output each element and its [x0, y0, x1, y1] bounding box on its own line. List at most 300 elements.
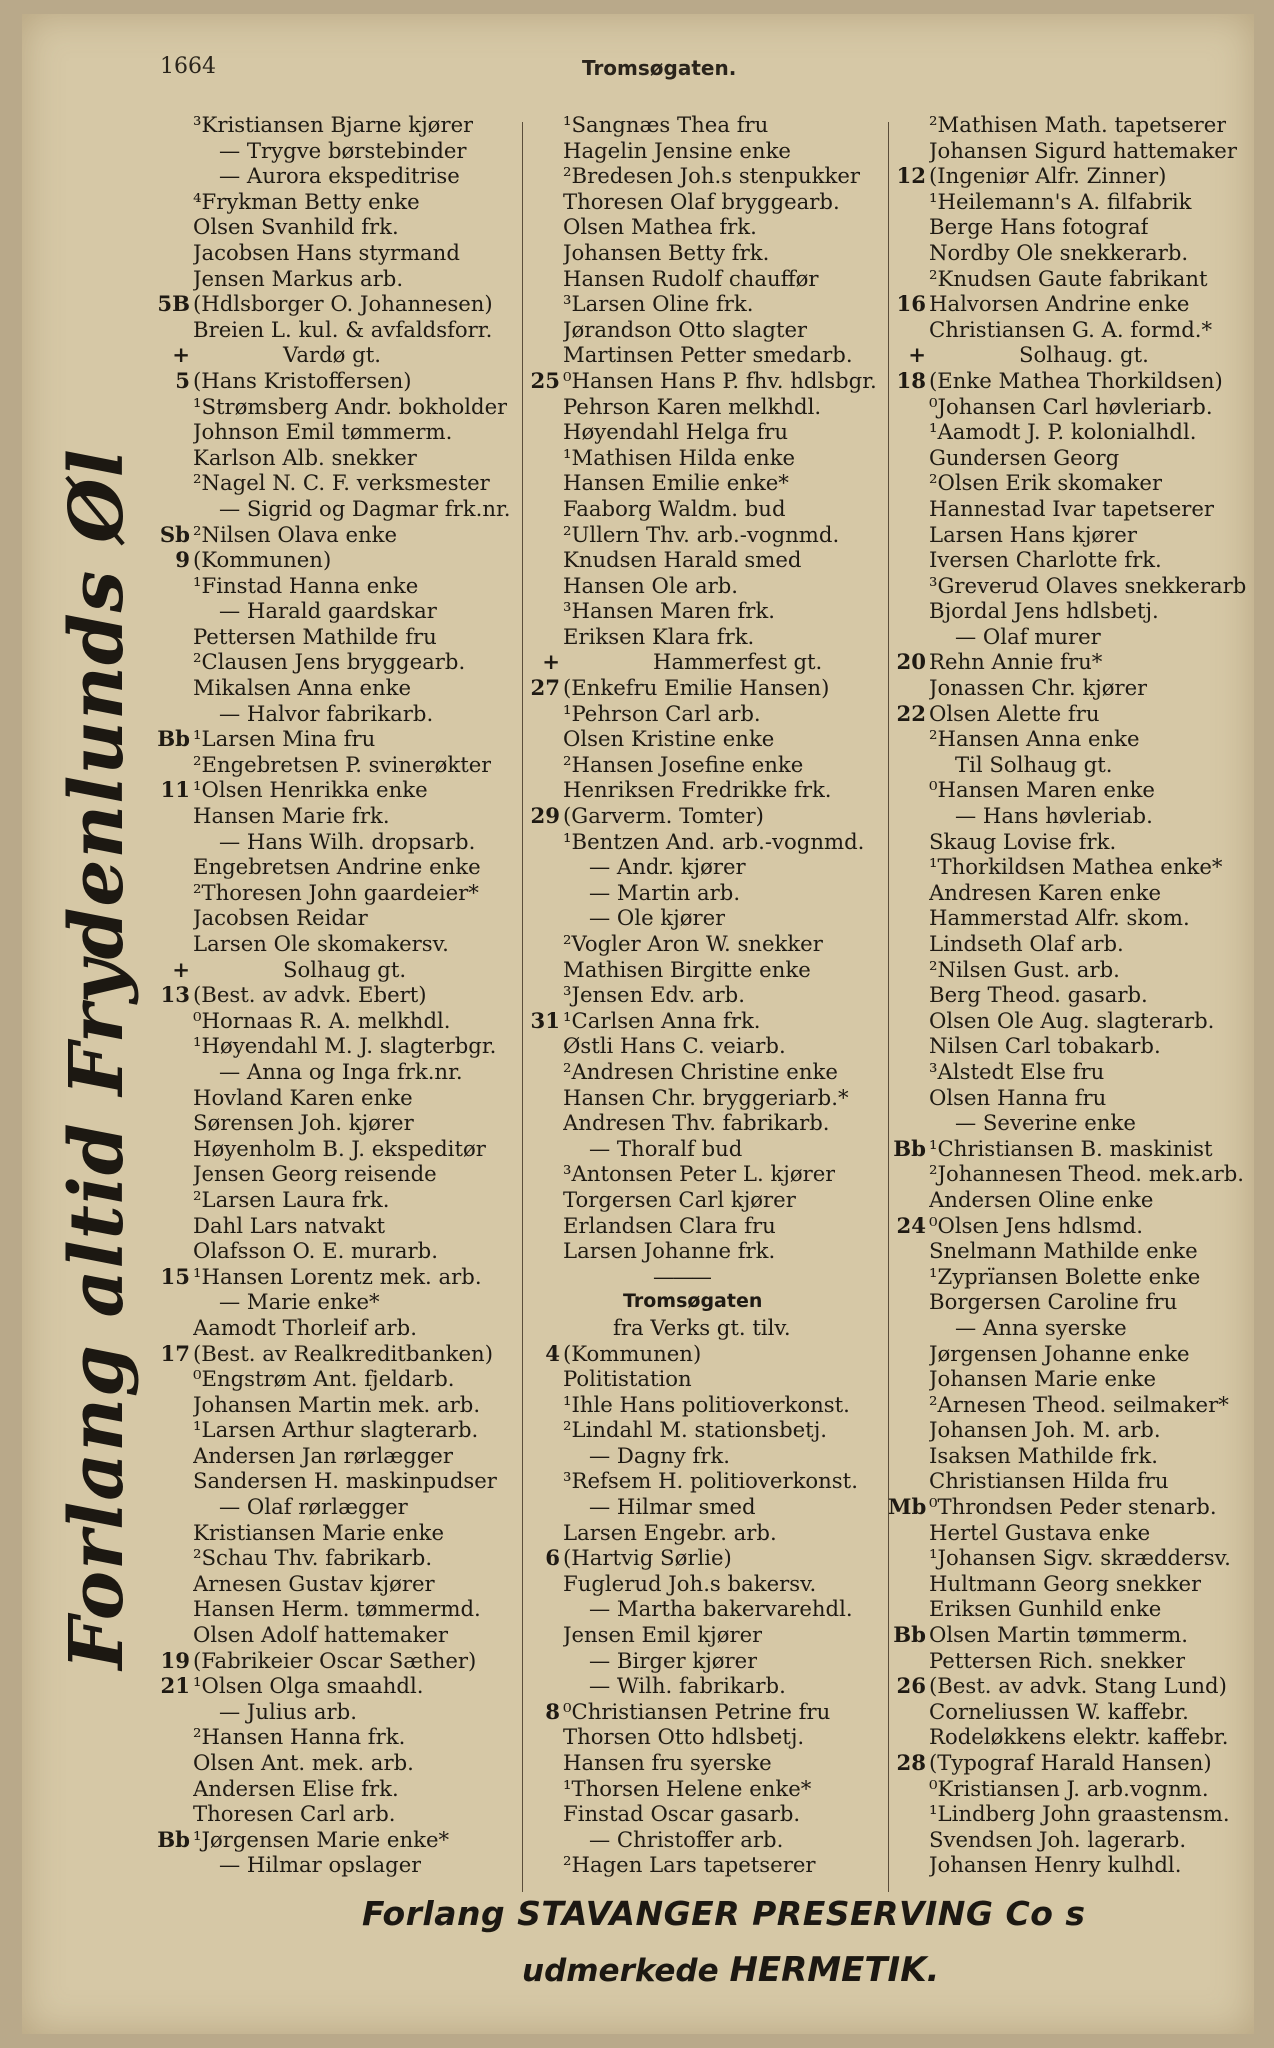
house-number — [522, 726, 563, 752]
house-number — [522, 1443, 563, 1469]
directory-entry — [522, 1571, 888, 1597]
directory-entry — [888, 1545, 1250, 1571]
directory-entry — [888, 112, 1250, 138]
directory-entry — [888, 470, 1250, 496]
house-number — [152, 931, 193, 957]
directory-entry — [152, 522, 542, 548]
entry-text: Arnesen Gustav kjører — [193, 1570, 435, 1596]
directory-entry — [152, 1161, 542, 1187]
directory-entry — [522, 394, 888, 420]
entry-text: ³Antonsen Peter L. kjører — [563, 1161, 836, 1187]
entry-text: ³Alstedt Else fru — [929, 1058, 1105, 1084]
directory-entry — [888, 163, 1250, 189]
house-number — [888, 419, 929, 445]
footer-ad-prefix: udmerkede — [522, 1953, 719, 1989]
entry-text: — Birger kjører — [589, 1647, 758, 1673]
house-number: + — [542, 649, 560, 675]
house-number — [152, 138, 193, 164]
entry-text: Halvorsen Andrine enke — [929, 291, 1190, 317]
directory-entry — [152, 163, 542, 189]
house-number — [152, 1750, 193, 1776]
house-number: 20 — [896, 649, 926, 675]
directory-entry — [522, 1085, 888, 1111]
entry-text: Erlandsen Clara fru — [563, 1212, 776, 1238]
directory-entry — [888, 445, 1250, 471]
directory-entry — [888, 1085, 1250, 1111]
entry-text: — Wilh. fabrikarb. — [589, 1673, 786, 1699]
directory-entry — [888, 1494, 1250, 1520]
entry-text: Olsen Ole Aug. slagterarb. — [929, 1007, 1215, 1033]
directory-entry — [888, 752, 1250, 778]
entry-text: Olsen Ant. mek. arb. — [193, 1750, 414, 1775]
house-number — [888, 573, 929, 599]
directory-entry — [522, 1750, 888, 1776]
house-number: Bb — [157, 726, 190, 752]
entry-text: Skaug Lovise frk. — [929, 828, 1117, 854]
entry-text: ²Bredesen Joh.s stenpukker — [563, 163, 860, 189]
directory-entry — [522, 1315, 888, 1341]
directory-entry — [522, 1136, 888, 1162]
directory-entry — [888, 573, 1250, 599]
entry-text: Johansen Henry kulhdl. — [929, 1852, 1182, 1878]
house-number — [152, 1417, 193, 1443]
house-number — [522, 1417, 563, 1443]
directory-entry — [888, 496, 1250, 522]
entry-text: Nilsen Carl tobakarb. — [929, 1033, 1161, 1059]
house-number — [522, 1468, 563, 1494]
entry-text: — Hans Wilh. dropsarb. — [219, 828, 476, 854]
directory-entry — [522, 1443, 888, 1469]
directory-entry — [522, 240, 888, 266]
directory-entry — [888, 1699, 1250, 1725]
entry-text: Hansen Rudolf chauffør — [563, 265, 819, 291]
directory-entry — [888, 547, 1250, 573]
entry-text: (Ingeniør Alfr. Zinner) — [929, 163, 1167, 189]
directory-entry — [522, 777, 888, 803]
directory-entry — [522, 1596, 888, 1622]
directory-entry — [888, 598, 1250, 624]
directory-entry — [522, 1494, 888, 1520]
house-number — [888, 1238, 929, 1264]
street-crossing — [522, 649, 888, 675]
entry-text: ¹Christiansen B. maskinist — [929, 1135, 1213, 1161]
directory-entry — [888, 1750, 1250, 1776]
entry-text: Hammerfest gt. — [653, 649, 823, 675]
entry-text: ⁰Hansen Maren enke — [929, 777, 1155, 803]
entry-text: Hammerstad Alfr. skom. — [929, 905, 1190, 931]
entry-text: — Olaf rørlægger — [219, 1494, 408, 1520]
house-number — [152, 649, 193, 675]
directory-entry — [152, 1724, 542, 1750]
entry-text: ¹Heilemann's A. filfabrik — [929, 188, 1192, 214]
house-number — [522, 522, 563, 548]
directory-entry — [888, 1673, 1250, 1699]
directory-entry — [888, 1596, 1250, 1622]
entry-text: Olsen Alette fru — [929, 700, 1100, 726]
directory-entry — [152, 1520, 542, 1546]
entry-text: ²Hansen Hanna frk. — [193, 1724, 406, 1750]
house-number — [888, 266, 929, 292]
directory-entry — [888, 317, 1250, 343]
directory-entry — [522, 573, 888, 599]
entry-text: — Martha bakervarehdl. — [589, 1596, 853, 1622]
directory-entry — [522, 1110, 888, 1136]
directory-entry — [888, 1289, 1250, 1315]
directory-entry — [888, 649, 1250, 675]
directory-entry — [522, 291, 888, 317]
directory-entry — [888, 419, 1250, 445]
directory-entry — [522, 1545, 888, 1571]
house-number — [152, 163, 193, 189]
house-number: 13 — [160, 982, 190, 1008]
directory-entry — [522, 752, 888, 778]
entry-text: ²Johannesen Theod. mek.arb. — [929, 1161, 1245, 1187]
entry-text: ²Arnesen Theod. seilmaker* — [929, 1391, 1229, 1417]
entry-text: ¹Larsen Mina fru — [193, 726, 376, 752]
directory-entry — [888, 1648, 1250, 1674]
entry-text: Faaborg Waldm. bud — [563, 495, 786, 521]
house-number — [888, 1443, 929, 1469]
directory-entry — [888, 854, 1250, 880]
house-number: Sb — [159, 521, 190, 547]
house-number — [522, 598, 563, 624]
directory-entry — [888, 726, 1250, 752]
street-crossing — [152, 342, 542, 368]
directory-entry — [152, 1852, 542, 1878]
directory-entry — [152, 777, 542, 803]
house-number — [888, 1724, 929, 1750]
house-number — [888, 1161, 929, 1187]
house-number: 22 — [896, 700, 926, 726]
directory-entry — [888, 138, 1250, 164]
entry-text: Iversen Charlotte frk. — [929, 547, 1162, 573]
directory-entry — [152, 112, 542, 138]
entry-text: Høyenholm B. J. ekspeditør — [193, 1135, 486, 1161]
entry-text: — Ole kjører — [589, 905, 726, 931]
house-number — [888, 522, 929, 548]
entry-text: ³Larsen Oline frk. — [563, 291, 754, 317]
house-number — [888, 496, 929, 522]
entry-text: Larsen Ole skomakersv. — [193, 931, 449, 956]
directory-entry — [522, 1366, 888, 1392]
entry-text: ²Thoresen John gaardeier* — [193, 879, 479, 905]
entry-text: ¹Olsen Olga smaahdl. — [193, 1673, 424, 1699]
directory-entry — [152, 470, 542, 496]
directory-entry — [888, 957, 1250, 983]
directory-entry — [152, 496, 542, 522]
directory-entry — [522, 138, 888, 164]
directory-entry — [888, 1341, 1250, 1367]
house-number: 27 — [530, 675, 560, 701]
directory-entry — [152, 1238, 542, 1264]
directory-entry — [152, 266, 542, 292]
entry-text: Pettersen Mathilde fru — [193, 623, 437, 649]
house-number — [152, 419, 193, 445]
house-number — [522, 880, 563, 906]
house-number — [152, 470, 193, 496]
directory-entry — [152, 214, 542, 240]
house-number — [522, 240, 563, 266]
directory-entry — [152, 752, 542, 778]
directory-entry — [888, 1852, 1250, 1878]
directory-entry — [152, 1596, 542, 1622]
house-number — [152, 1187, 193, 1213]
entry-text: Mathisen Birgitte enke — [563, 956, 811, 982]
directory-entry — [888, 1161, 1250, 1187]
directory-column-2 — [522, 112, 888, 1878]
directory-entry — [522, 675, 888, 701]
entry-text: — Harald gaardskar — [219, 598, 437, 624]
house-number — [152, 675, 193, 701]
directory-page — [22, 14, 1254, 2034]
house-number — [152, 266, 193, 292]
entry-text: ¹Carlsen Anna frk. — [563, 1007, 761, 1033]
directory-entry — [888, 1264, 1250, 1290]
entry-text: ⁰Christiansen Petrine fru — [563, 1698, 831, 1724]
directory-entry — [152, 1699, 542, 1725]
directory-entry — [152, 649, 542, 675]
house-number — [522, 1136, 563, 1162]
directory-entry — [522, 1622, 888, 1648]
entry-text: ¹Hansen Lorentz mek. arb. — [193, 1263, 482, 1289]
house-number: 9 — [175, 547, 190, 573]
house-number — [888, 138, 929, 164]
entry-text: ——— — [653, 1263, 711, 1289]
house-number: 6 — [545, 1545, 560, 1571]
entry-text: ²Lindahl M. stationsbetj. — [563, 1417, 828, 1443]
entry-text: — Hilmar smed — [589, 1494, 756, 1520]
directory-entry — [888, 905, 1250, 931]
house-number — [888, 1289, 929, 1315]
house-number — [888, 1059, 929, 1085]
directory-entry — [522, 470, 888, 496]
directory-entry — [152, 829, 542, 855]
house-number — [522, 1289, 563, 1315]
house-number — [888, 1417, 929, 1443]
entry-text: — Martin arb. — [589, 879, 741, 905]
house-number — [522, 1213, 563, 1239]
entry-text: Henriksen Fredrikke frk. — [563, 777, 832, 803]
entry-text: Hansen Marie frk. — [193, 803, 390, 829]
house-number — [888, 1315, 929, 1341]
entry-text: Borgersen Caroline fru — [929, 1289, 1178, 1315]
directory-entry — [152, 1622, 542, 1648]
house-number — [152, 1622, 193, 1648]
directory-entry — [888, 803, 1250, 829]
directory-entry — [888, 214, 1250, 240]
house-number — [522, 419, 563, 445]
house-number — [888, 1545, 929, 1571]
house-number: 4 — [545, 1340, 560, 1366]
house-number: 19 — [160, 1647, 190, 1673]
house-number — [152, 1776, 193, 1802]
directory-entry — [888, 1187, 1250, 1213]
house-number — [522, 1392, 563, 1418]
house-number — [152, 1366, 193, 1392]
directory-entry — [152, 1417, 542, 1443]
house-number — [522, 1776, 563, 1802]
entry-text: — Andr. kjører — [589, 854, 746, 880]
house-number — [888, 1596, 929, 1622]
house-number — [888, 1520, 929, 1546]
entry-text: Knudsen Harald smed — [563, 547, 802, 573]
directory-entry — [888, 1776, 1250, 1802]
directory-entry — [152, 1673, 542, 1699]
house-number — [522, 1571, 563, 1597]
entry-text: Tromsøgaten — [623, 1290, 763, 1313]
house-number — [152, 1596, 193, 1622]
directory-entry — [152, 1136, 542, 1162]
entry-text: Johansen Marie enke — [929, 1366, 1157, 1392]
directory-entry — [522, 931, 888, 957]
directory-entry — [152, 1059, 542, 1085]
house-number — [152, 1289, 193, 1315]
entry-text: Olsen Svanhild frk. — [193, 214, 399, 240]
entry-text: Johansen Joh. M. arb. — [929, 1417, 1161, 1443]
directory-entry — [888, 368, 1250, 394]
directory-entry — [152, 1264, 542, 1290]
entry-text: — Halvor fabrikarb. — [219, 700, 434, 726]
house-number — [522, 1852, 563, 1878]
entry-text: (Hans Kristoffersen) — [193, 367, 412, 393]
entry-text: Hansen Chr. bryggeriarb.* — [563, 1084, 849, 1110]
entry-text: — Severine enke — [955, 1110, 1136, 1136]
entry-text: ¹Mathisen Hilda enke — [563, 444, 796, 470]
entry-text: ²Vogler Aron W. snekker — [563, 931, 823, 956]
directory-entry — [152, 1545, 542, 1571]
house-number — [888, 726, 929, 752]
entry-text: ⁰Throndsen Peder stenarb. — [929, 1494, 1217, 1520]
entry-text: Larsen Hans kjører — [929, 521, 1137, 547]
house-number — [522, 291, 563, 317]
directory-entry — [522, 112, 888, 138]
entry-text: Hultmann Georg snekker — [929, 1570, 1202, 1596]
entry-text: Sørensen Joh. kjører — [193, 1110, 414, 1136]
house-number — [888, 957, 929, 983]
house-number — [152, 854, 193, 880]
entry-text: (Hdlsborger O. Johannesen) — [193, 291, 493, 317]
directory-entry — [152, 1468, 542, 1494]
directory-entry — [522, 1161, 888, 1187]
entry-text: (Kommunen) — [563, 1340, 702, 1366]
directory-entry — [888, 931, 1250, 957]
entry-text: Johansen Martin mek. arb. — [193, 1391, 481, 1417]
entry-text: — Dagny frk. — [589, 1442, 730, 1468]
directory-entry — [522, 803, 888, 829]
directory-entry — [152, 291, 542, 317]
directory-entry — [522, 445, 888, 471]
house-number: 29 — [530, 803, 560, 829]
entry-text: Bjordal Jens hdlsbetj. — [929, 598, 1159, 624]
directory-entry — [522, 829, 888, 855]
directory-entry — [152, 1750, 542, 1776]
directory-entry — [522, 982, 888, 1008]
directory-entry — [522, 1392, 888, 1418]
house-number: Bb — [893, 1622, 926, 1648]
house-number — [522, 1622, 563, 1648]
house-number: 15 — [160, 1263, 190, 1289]
entry-text: ⁰Kristiansen J. arb.vognm. — [929, 1775, 1209, 1801]
directory-entry — [522, 905, 888, 931]
entry-text: ¹Thorkildsen Mathea enke* — [929, 854, 1223, 880]
directory-entry — [152, 931, 542, 957]
directory-entry — [152, 1341, 542, 1367]
directory-entry — [522, 1008, 888, 1034]
entry-text: Christiansen Hilda fru — [929, 1468, 1169, 1494]
directory-entry — [522, 1648, 888, 1674]
house-number — [522, 1264, 563, 1290]
running-title: Tromsøgaten. — [582, 56, 737, 80]
entry-text: Isaksen Mathilde frk. — [929, 1442, 1158, 1468]
house-number — [888, 1110, 929, 1136]
entry-text: ¹Thorsen Helene enke* — [563, 1775, 812, 1801]
directory-entry — [888, 189, 1250, 215]
directory-entry — [522, 1520, 888, 1546]
entry-text: Corneliussen W. kaffebr. — [929, 1698, 1189, 1724]
entry-text: ²Ullern Thv. arb.-vognmd. — [563, 521, 840, 547]
directory-entry — [152, 394, 542, 420]
house-number — [152, 1545, 193, 1571]
footer-ad-line-1: Forlang STAVANGER PRESERVING Co s — [362, 1894, 1086, 1933]
house-number — [888, 829, 929, 855]
directory-entry — [152, 598, 542, 624]
directory-entry — [152, 1187, 542, 1213]
entry-text: Olsen Hanna fru — [929, 1084, 1107, 1110]
directory-entry — [522, 1238, 888, 1264]
house-number — [522, 1110, 563, 1136]
house-number — [522, 982, 563, 1008]
directory-entry — [522, 1852, 888, 1878]
house-number — [152, 1724, 193, 1750]
directory-entry — [152, 1571, 542, 1597]
entry-text: Hansen Emilie enke* — [563, 470, 789, 496]
house-number: 21 — [160, 1673, 190, 1699]
directory-entry — [152, 701, 542, 727]
entry-text: ²Mathisen Math. tapetserer — [929, 112, 1227, 137]
house-number — [152, 112, 193, 138]
directory-entry — [522, 1776, 888, 1802]
directory-entry — [152, 1494, 542, 1520]
entry-text: Svendsen Joh. lagerarb. — [929, 1826, 1187, 1852]
directory-entry — [522, 266, 888, 292]
directory-entry — [152, 547, 542, 573]
house-number: 31 — [530, 1007, 560, 1033]
entry-text: Jonassen Chr. kjører — [929, 675, 1148, 701]
directory-entry — [152, 1289, 542, 1315]
house-number — [152, 1059, 193, 1085]
entry-text: — Aurora ekspeditrise — [219, 163, 460, 189]
entry-text: ⁰Engstrøm Ant. fjeldarb. — [193, 1366, 455, 1392]
entry-text: Martinsen Petter smedarb. — [563, 342, 853, 368]
house-number — [522, 1596, 563, 1622]
entry-text: (Kommunen) — [193, 547, 332, 573]
house-number — [888, 1008, 929, 1034]
directory-entry — [522, 1699, 888, 1725]
entry-text: Olafsson O. E. murarb. — [193, 1238, 438, 1264]
house-number — [888, 777, 929, 803]
house-number: 18 — [896, 367, 926, 393]
house-number — [522, 1187, 563, 1213]
house-number — [152, 1699, 193, 1725]
directory-entry — [888, 1801, 1250, 1827]
entry-text: Eriksen Klara frk. — [563, 623, 755, 649]
directory-entry — [888, 266, 1250, 292]
directory-entry — [152, 1827, 542, 1853]
directory-entry — [152, 675, 542, 701]
directory-entry — [152, 880, 542, 906]
directory-entry — [522, 1059, 888, 1085]
directory-column-1 — [152, 112, 542, 1878]
